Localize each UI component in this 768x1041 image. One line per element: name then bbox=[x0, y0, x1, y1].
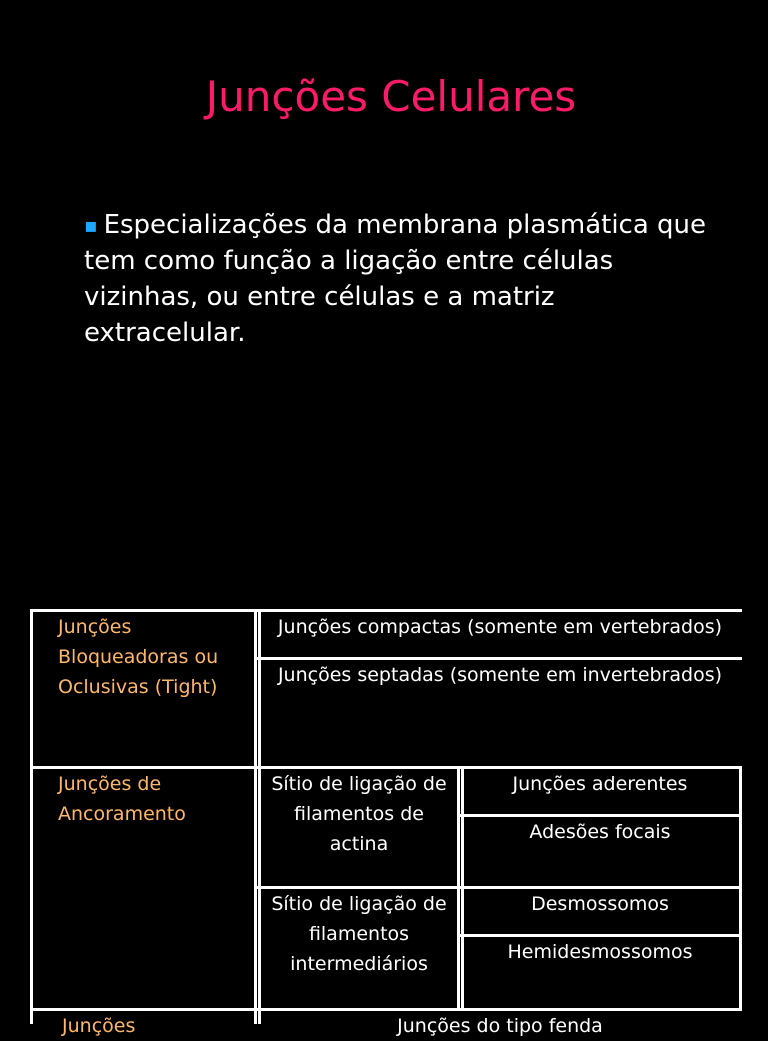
row2-site2-cell: Sítio de ligação de filamentos intermediários bbox=[271, 893, 447, 975]
row2-site1-item1-cell: Junções aderentes bbox=[512, 773, 688, 795]
row2-site2-item1-cell: Desmossomos bbox=[531, 893, 669, 915]
row2-site1-item2-cell: Adesões focais bbox=[529, 821, 671, 843]
table-divider bbox=[258, 609, 261, 1024]
slide-title: Junções Celulares bbox=[205, 72, 577, 121]
row2-site2-item2-cell: Hemidesmossomos bbox=[507, 941, 693, 963]
row3-sub-cell: Junções do tipo fenda bbox=[397, 1015, 603, 1037]
row1-sub1-cell: Junções compactas (somente em vertebrados) bbox=[277, 616, 723, 638]
table-border-right bbox=[739, 766, 742, 1011]
row3-category-cell: Junções bbox=[62, 1015, 136, 1037]
row2-category-cell: Junções de Ancoramento bbox=[58, 773, 186, 825]
row1-sub2-cell: Junções septadas (somente em invertebrados) bbox=[277, 664, 723, 686]
table-divider bbox=[254, 609, 257, 1024]
table-divider bbox=[457, 766, 460, 1011]
row2-site1-cell: Sítio de ligação de filamentos de actina bbox=[271, 773, 447, 855]
square-bullet-icon: ▪ bbox=[84, 213, 98, 237]
row1-category-cell: Junções Bloqueadoras ou Oclusivas (Tight) bbox=[58, 616, 219, 698]
table-border-left bbox=[30, 609, 33, 1024]
bullet-item bbox=[84, 207, 724, 351]
bullet-text: Especializações da membrana plasmática que tem como função a ligação entre células vizinhas, ou entre células e a matriz extracelular. bbox=[84, 210, 707, 348]
